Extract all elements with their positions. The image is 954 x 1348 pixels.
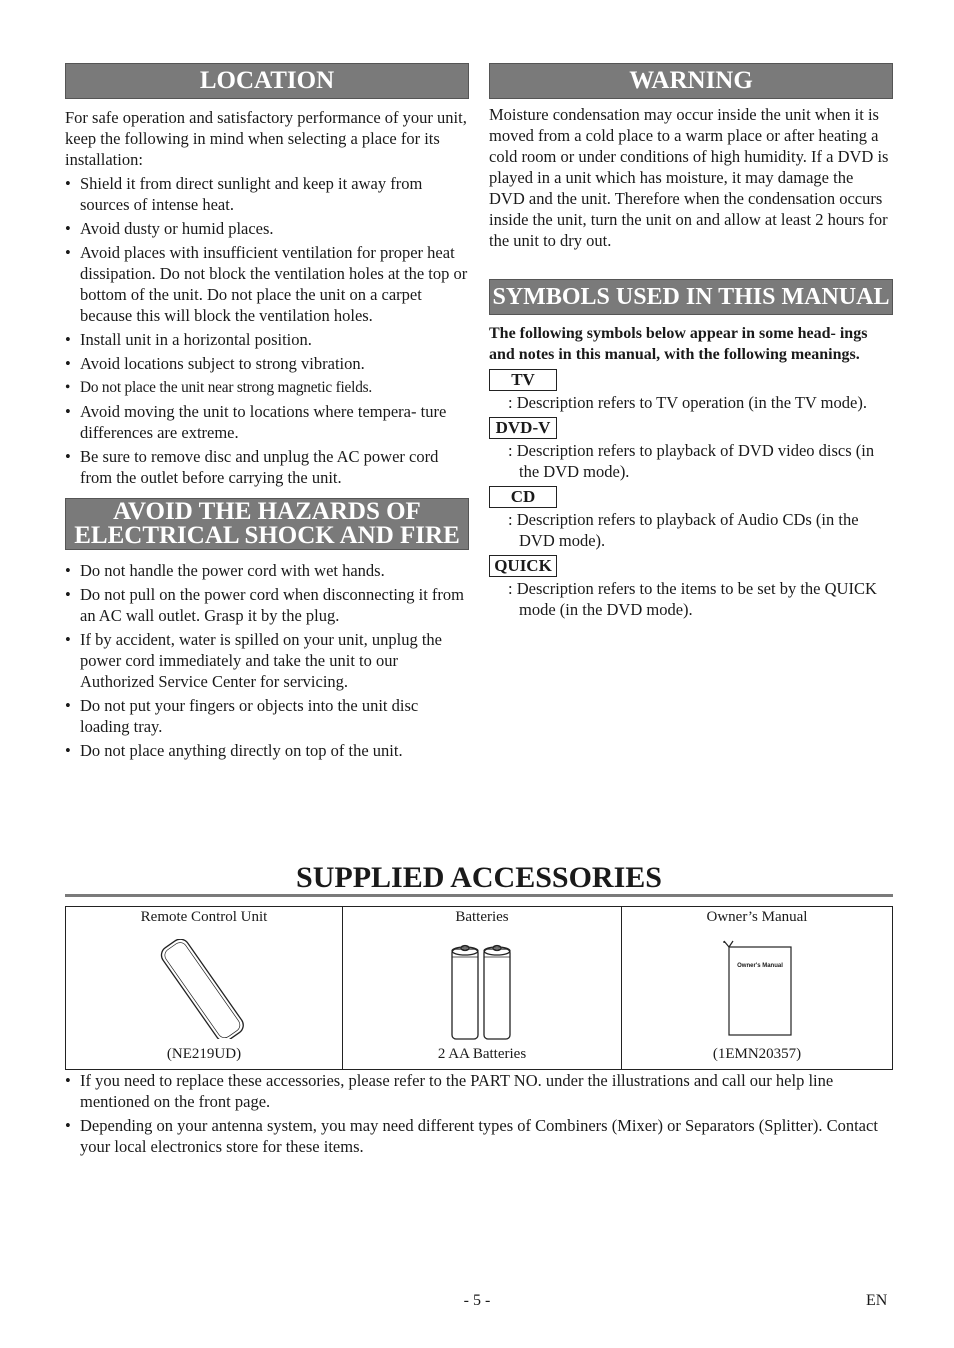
list-item: • Depending on your antenna system, you may need different types of Combiners (Mixer) or Separators (Splitter). Contact your local electronics store for these items. <box>65 1115 893 1157</box>
accessory-part-number: 2 AA Batteries <box>437 1046 527 1062</box>
list-item: • Do not place anything directly on top of the unit. <box>65 740 469 761</box>
manual-icon <box>722 935 792 1037</box>
accessory-remote <box>66 907 343 1069</box>
symbol-tv <box>489 369 893 413</box>
symbol-cd-label: CD <box>489 486 557 508</box>
symbol-quick-label: QUICK <box>489 555 557 577</box>
list-item: • Avoid dusty or humid places. <box>65 218 469 239</box>
symbol-tv-label: TV <box>489 369 557 391</box>
list-item: • Shield it from direct sunlight and keep it away from sources of intense heat. <box>65 173 469 215</box>
symbol-tv-desc: : Description refers to TV operation (in the TV mode). <box>508 393 867 412</box>
list-item: • If by accident, water is spilled on your unit, unplug the power cord immediately and take the unit to our Authorized Service Center for servicing. <box>65 629 469 692</box>
list-item: • Avoid places with insufficient ventilation for proper heat dissipation. Do not block the ventilation holes at the top or bottom of the unit. Do not place the unit on a carpet because this will block the ventilation holes. <box>65 242 469 326</box>
left-column <box>65 63 469 764</box>
right-column <box>489 63 893 620</box>
list-item: • Avoid moving the unit to locations where tempera- ture differences are extreme. <box>65 401 469 443</box>
accessory-name: Remote Control Unit <box>140 909 268 925</box>
symbols-intro: The following symbols below appear in some head- ings and notes in this manual, with the following meanings. <box>489 325 868 363</box>
accessory-name: Batteries <box>455 909 509 925</box>
accessories-notes <box>65 1070 893 1160</box>
warning-text: Moisture condensation may occur inside the unit when it is moved from a cold place to a warm place or after heating a cold room or under conditions of high humidity. If a DVD is played in a unit which has moisture, it may damage the DVD and the unit. Therefore when the condensation occurs inside the unit, turn the unit on and allow at least 2 hours for the unit to dry out. <box>489 105 889 250</box>
accessory-batteries <box>343 907 622 1069</box>
hazards-list <box>65 560 469 761</box>
list-item: • Be sure to remove disc and unplug the AC power cord from the outlet before carrying the unit. <box>65 446 469 488</box>
accessory-name: Owner’s Manual <box>706 909 808 925</box>
symbol-cd-desc: : Description refers to playback of Audio CDs (in the DVD mode). <box>508 510 859 550</box>
symbol-dvd-v <box>489 417 893 482</box>
list-item: • Avoid locations subject to strong vibration. <box>65 353 469 374</box>
warning-heading: WARNING <box>489 63 893 99</box>
list-item: • Do not put your fingers or objects into the unit disc loading tray. <box>65 695 469 737</box>
list-item: • Do not pull on the power cord when disconnecting it from an AC wall outlet. Grasp it by the plug. <box>65 584 469 626</box>
accessory-part-number: (1EMN20357) <box>712 1046 802 1062</box>
location-list <box>65 173 469 488</box>
page-number: - 5 - <box>463 1292 491 1309</box>
accessories-heading: SUPPLIED ACCESSORIES <box>296 861 662 894</box>
language-code: EN <box>866 1292 888 1309</box>
accessories-rule <box>65 894 893 897</box>
symbols-heading: SYMBOLS USED IN THIS MANUAL <box>489 279 893 315</box>
accessories-table <box>65 906 893 1070</box>
list-item: • Do not place the unit near strong magnetic fields. <box>65 377 469 398</box>
symbol-quick <box>489 555 893 620</box>
accessory-manual <box>622 907 892 1069</box>
accessory-part-number: (NE219UD) <box>166 1046 242 1062</box>
symbol-cd <box>489 486 893 551</box>
batteries-icon <box>447 943 517 1041</box>
list-item: • Do not handle the power cord with wet hands. <box>65 560 469 581</box>
symbol-quick-desc: : Description refers to the items to be set by the QUICK mode (in the DVD mode). <box>508 579 877 619</box>
list-item: • If you need to replace these accessories, please refer to the PART NO. under the illustrations and call our help line mentioned on the front page. <box>65 1070 893 1112</box>
manual-cover-text: Owner's Manual <box>737 963 783 969</box>
remote-control-icon <box>149 939 259 1039</box>
symbol-dvd-v-label: DVD-V <box>489 417 557 439</box>
hazards-heading-line1: AVOID THE HAZARDS OF <box>113 498 421 525</box>
hazards-heading-line2: ELECTRICAL SHOCK AND FIRE <box>74 522 460 549</box>
location-heading: LOCATION <box>65 63 469 99</box>
manual-outline <box>722 935 792 1037</box>
symbol-dvd-v-desc: : Description refers to playback of DVD video discs (in the DVD mode). <box>508 441 875 481</box>
hazards-heading <box>65 498 469 550</box>
location-intro: For safe operation and satisfactory performance of your unit, keep the following in mind when selecting a place for its installation: <box>65 108 467 169</box>
list-item: • Install unit in a horizontal position. <box>65 329 469 350</box>
